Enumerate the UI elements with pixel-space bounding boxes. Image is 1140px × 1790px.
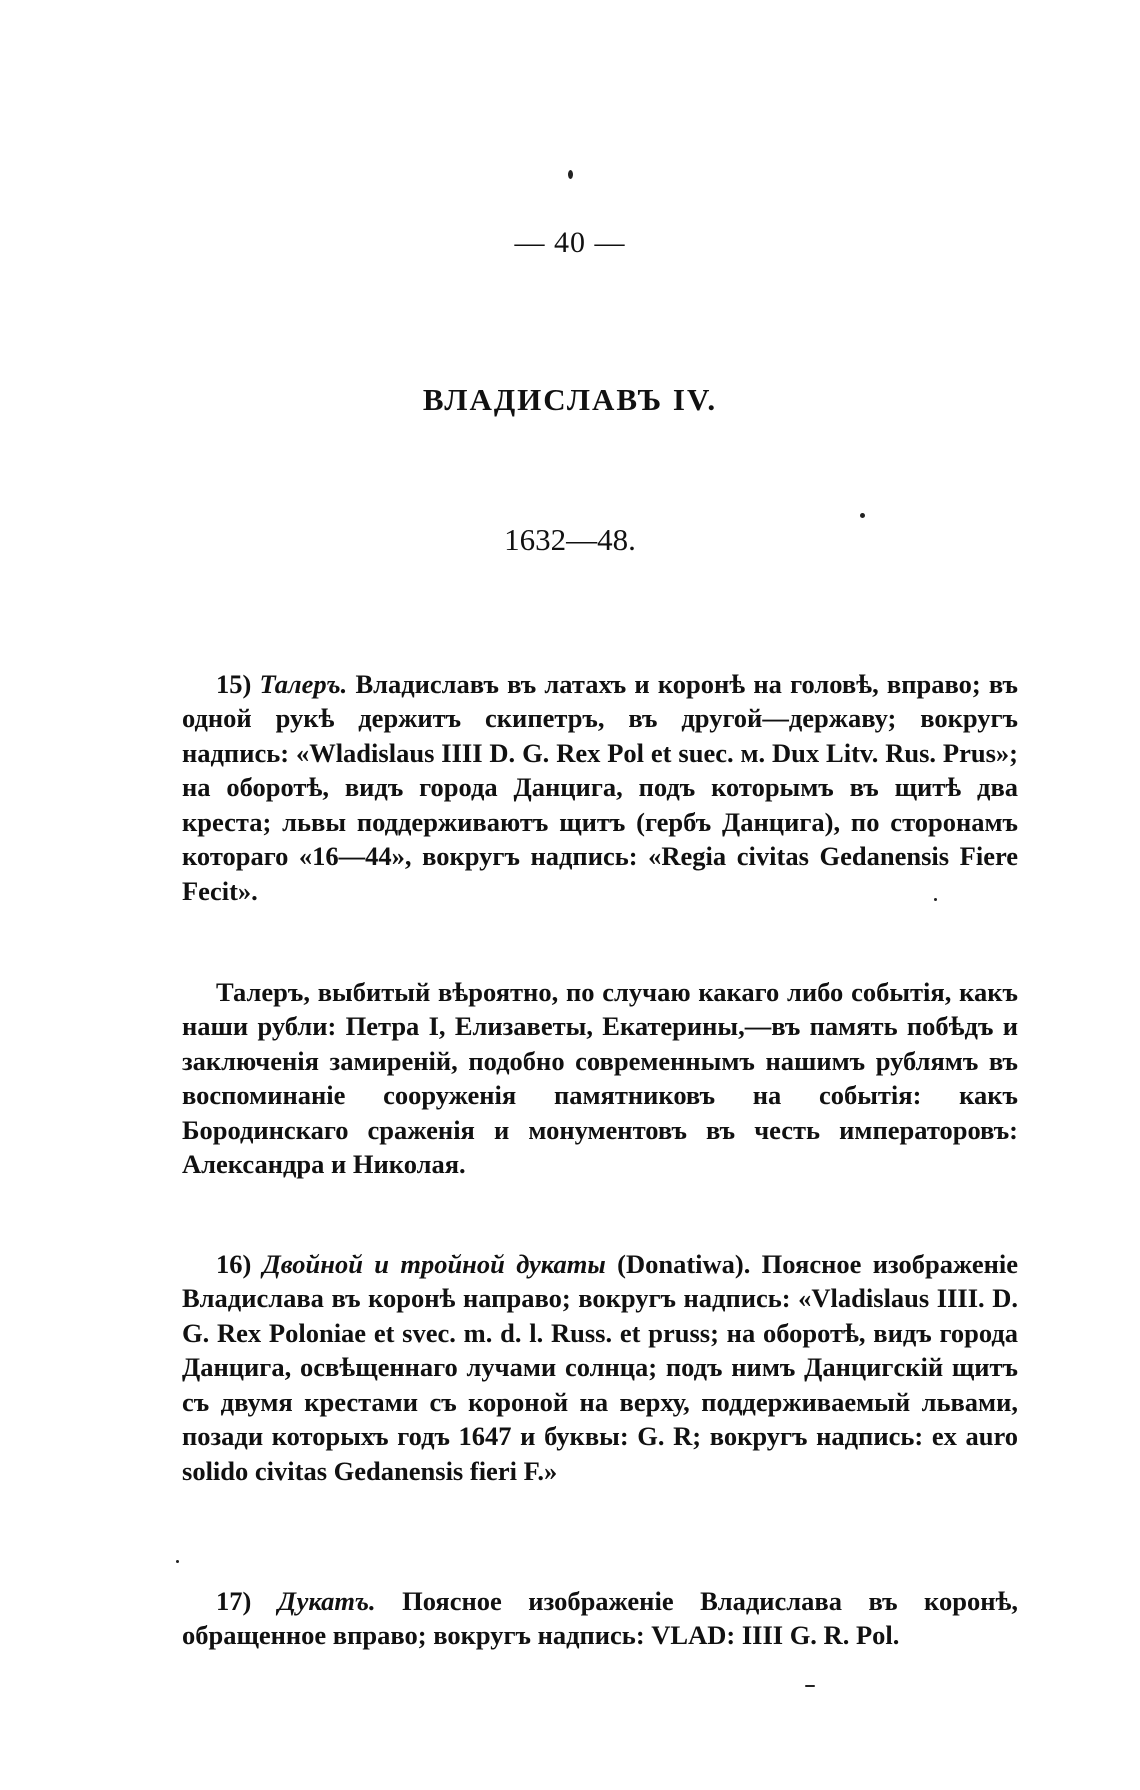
commentary-paragraph	[182, 975, 1018, 1182]
scan-speck	[860, 513, 865, 518]
scan-speck	[805, 1685, 815, 1687]
entry-16	[182, 1247, 1018, 1489]
commentary-text: Талеръ, выбитый вѣроятно, по случаю какаго либо событiя, какъ наши рубли: Петра I, Елизаветы, Екатерины,—въ память побѣдъ и заключенiя замиренiй, подобно современнымъ нашимъ рублямъ въ воспоминанiе сооруженiя памятниковъ на событiя: какъ Бородинскаго сраженiя и монументовъ въ честь императоровъ: Александра и Николая.	[182, 976, 1018, 1179]
scan-speck	[568, 170, 573, 179]
entry-text: Владиславъ въ латахъ и коронѣ на головѣ, вправо; въ одной рукѣ держитъ скипетръ, въ другой—державу; вокругъ надпись: «Wladislaus IIII D. G. Rex Pol et suec. м. Dux Litv. Rus. Prus»; на оборотѣ, видъ города Данцига, подъ которымъ въ щитѣ два креста; львы поддерживаютъ щитъ (гербъ Данцига), по сторонамъ котораго «16—44», вокругъ надпись: «Regia civitas Gedanensis Fiere Fecit».	[182, 668, 1018, 906]
entry-17	[182, 1584, 1018, 1653]
chapter-years: 1632—48.	[504, 522, 636, 557]
entry-title: Талеръ.	[259, 668, 348, 699]
entry-text: (Donatiwa). Поясное изображенiе Владислава въ коронѣ направо; вокругъ надпись: «Vladislaus IIII. D. G. Rex Poloniae et svec. m. d. l. Russ. et pruss; на оборотѣ, видъ города Данцига, освѣщеннаго лучами солнца; подъ нимъ Данцигскiй щитъ съ двумя крестами съ короной на верху, поддерживаемый львами, позади которыхъ годъ 1647 и буквы: G. R; вокругъ надпись: ex auro solido civitas Gedanensis fieri F.»	[182, 1248, 1019, 1486]
chapter-title: ВЛАДИСЛАВЪ IV.	[422, 382, 718, 417]
scan-speck	[934, 898, 937, 901]
entry-title: Дукатъ.	[277, 1585, 376, 1616]
entry-number: 17)	[216, 1585, 252, 1616]
entry-text: Поясное изображенiе Владислава въ коронѣ, обращенное вправо; вокругъ надпись: VLAD: IIII G. R. Pol.	[182, 1585, 1019, 1650]
scan-speck	[176, 1560, 179, 1563]
entry-15	[182, 667, 1018, 909]
entry-number: 15)	[216, 668, 252, 699]
entry-number: 16)	[216, 1248, 252, 1279]
page-number: — 40 —	[514, 226, 626, 259]
entry-title: Двойной и тройной дукаты	[262, 1248, 606, 1279]
